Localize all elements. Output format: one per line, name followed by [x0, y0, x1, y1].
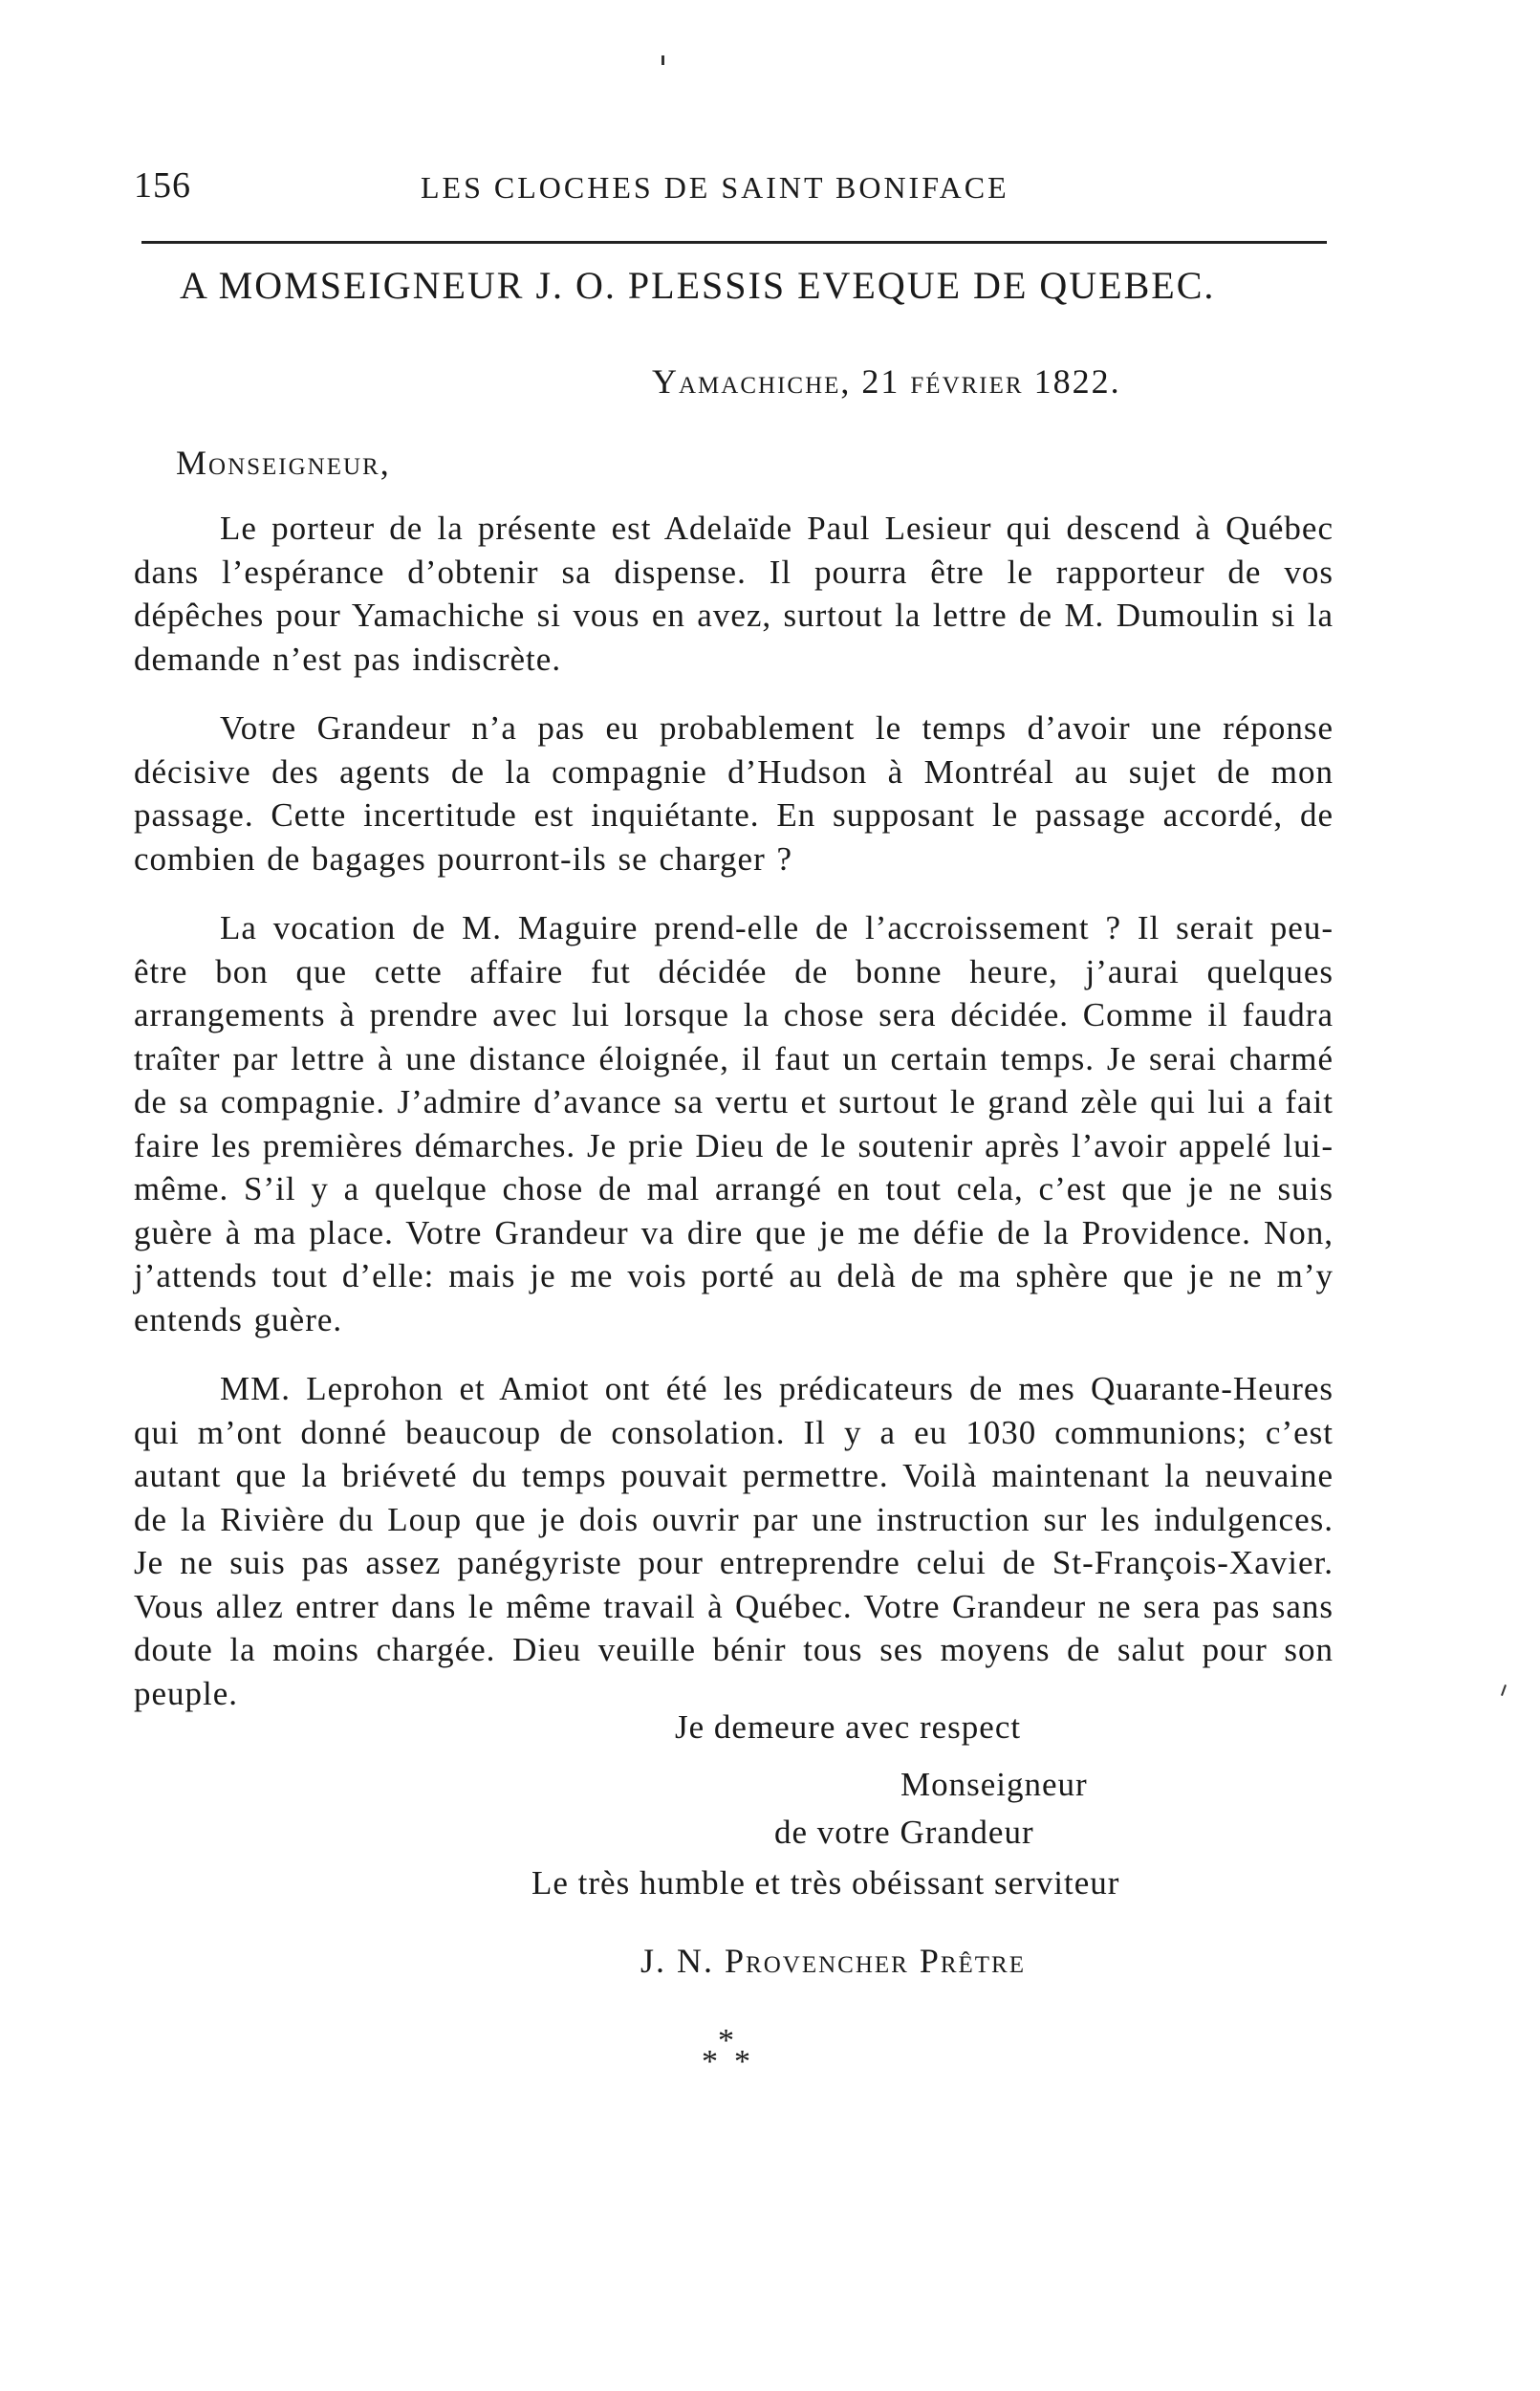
closing-line: Le très humble et très obéissant serviteur: [531, 1864, 1120, 1902]
asterism-ornament: * * *: [702, 2023, 750, 2079]
dateline: [652, 361, 1121, 402]
dateline-month: février: [910, 362, 1024, 401]
dateline-place: Yamachiche,: [652, 362, 852, 401]
paragraph: La vocation de M. Maguire prend-elle de l’accroissement ? Il serait peu-être bon que cette affaire fut décidée de bonne heure, j’aurai quelques arrangements à prendre avec lui lorsque la chose sera décidée. Comme il faudra traîter par lettre à une distance éloignée, il faut un certain temps. Je serai charmé de sa compagnie. J’admire d’avance sa vertu et surtout le grand zèle qui lui a fait faire les premières démarches. Je prie Dieu de le soutenir après l’avoir appelé lui-même. S’il y a quelque chose de mal arrangé en tout cela, c’est que je ne suis guère à ma place. Votre Grandeur va dire que je me défie de la Providence. Non, j’attends tout d’elle: mais je me vois porté au delà de ma sphère que je ne m’y entends guère.: [134, 909, 1334, 1338]
running-head: [134, 164, 1329, 212]
signature: J. N. Provencher Prêtre: [640, 1942, 1026, 1980]
dateline-year: 1822.: [1033, 362, 1121, 401]
closing-line: Monseigneur: [900, 1766, 1088, 1803]
paragraph: Votre Grandeur n’a pas eu probablement le temps d’avoir une réponse décisive des agents de la compagnie d’Hudson à Montréal au sujet de mon passage. Cette incertitude est inquiétante. En supposant le passage accordé, de combien de bagages pourront-ils se charger ?: [134, 709, 1334, 878]
closing-line: de votre Grandeur: [774, 1814, 1034, 1851]
salutation: Monseigneur,: [176, 444, 391, 482]
running-title: LES CLOCHES DE SAINT BONIFACE: [421, 170, 1009, 205]
letter-body: [134, 507, 1334, 1741]
dateline-day: 21: [861, 362, 900, 401]
paragraph: Le porteur de la présente est Adelaïde Paul Lesieur qui descend à Québec dans l’espérance d’obtenir sa dispense. Il pourra être le rapporteur de vos dépêches pour Yamachiche si vous en avez, surtout la lettre de M. Dumoulin si la demande n’est pas indiscrète.: [134, 510, 1334, 678]
scan-speck: [1501, 1685, 1507, 1696]
letter-heading: A MOMSEIGNEUR J. O. PLESSIS EVEQUE DE QUEBEC.: [180, 264, 1216, 307]
paragraph: MM. Leprohon et Amiot ont été les prédicateurs de mes Quarante-Heures qui m’ont donné beaucoup de consolation. Il y a eu 1030 communions; c’est autant que la briéveté du temps pouvait permettre. Voilà maintenant la neuvaine de la Rivière du Loup que je dois ouvrir par une instruction sur les indulgences. Je ne suis pas assez panégyriste pour entreprendre celui de St-François-Xavier. Vous allez entrer dans le même travail à Québec. Votre Grandeur ne sera pas sans doute la moins chargée. Dieu veuille bénir tous ses moyens de salut pour son peuple.: [134, 1370, 1334, 1712]
header-rule: [141, 241, 1327, 244]
page-number: 156: [134, 165, 191, 206]
scan-speck: [662, 55, 664, 65]
closing-line: Je demeure avec respect: [675, 1708, 1022, 1746]
